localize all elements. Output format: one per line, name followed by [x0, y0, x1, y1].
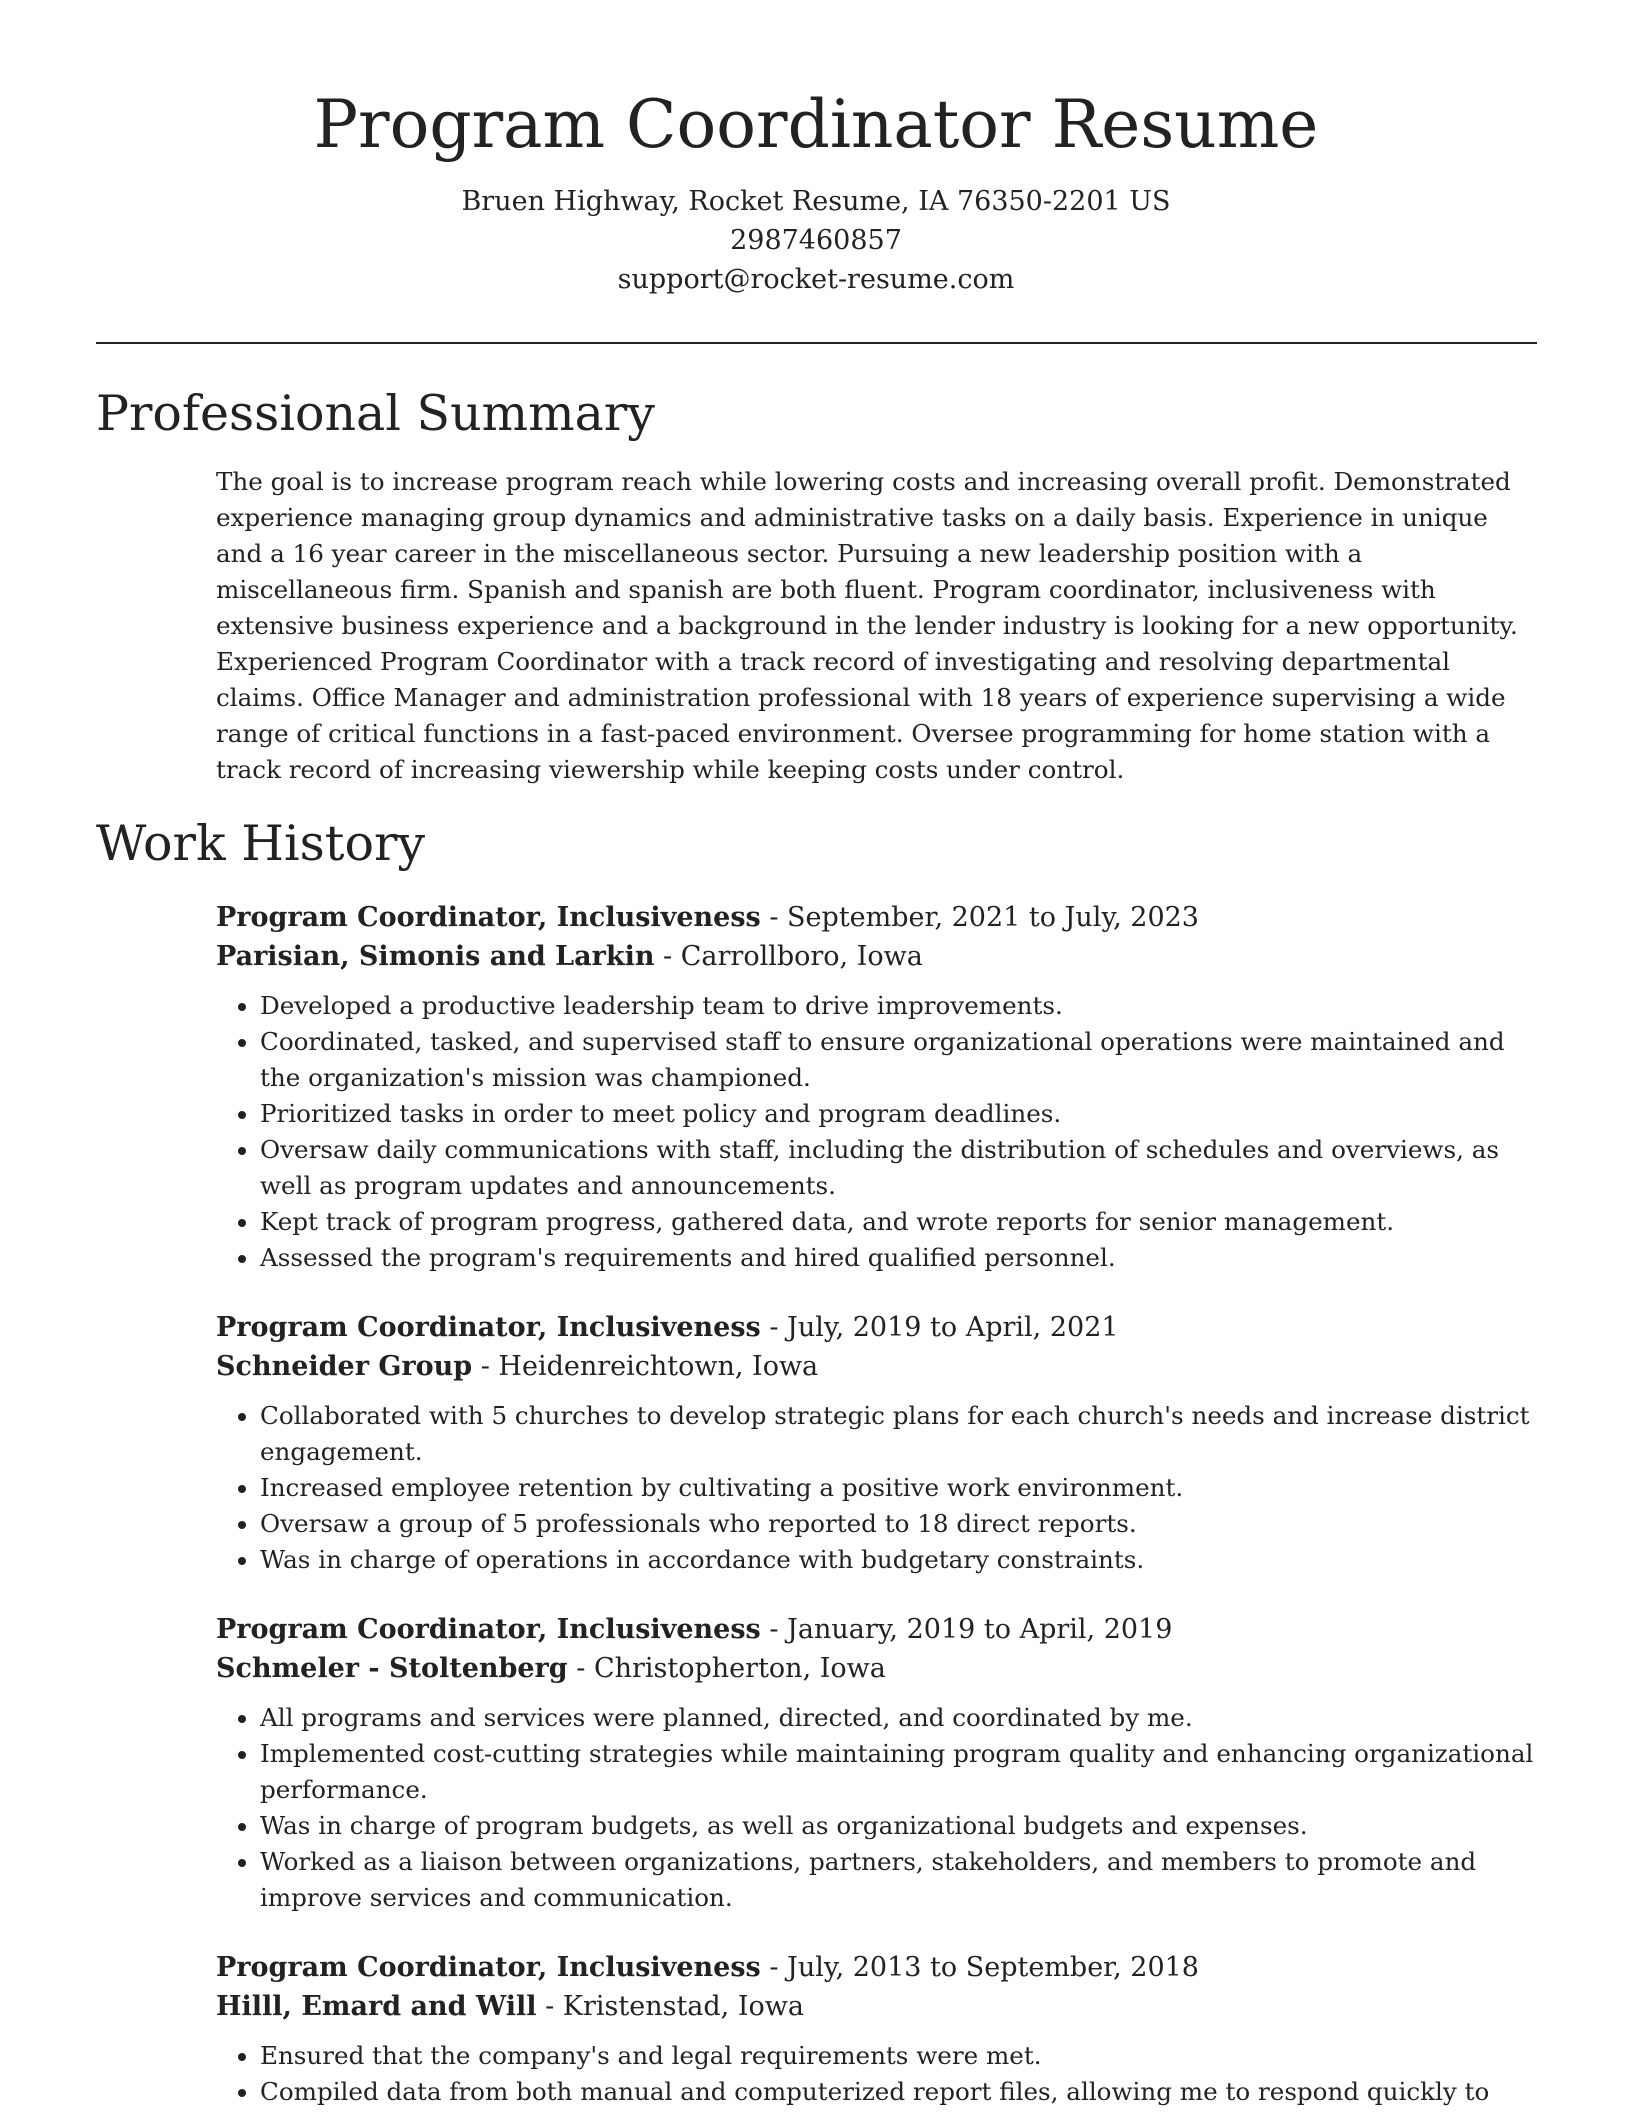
duty-item: • Coordinated, tasked, and supervised staff to ensure organizational operations were maintained and the organization's mission was championed.: [260, 1024, 1537, 1096]
duty-item: • Compiled data from both manual and computerized report files, allowing me to respond quickly to: [260, 2074, 1537, 2110]
job-title-line: [216, 1308, 1537, 1347]
job-entry: [216, 898, 1537, 1276]
job-company-line: [216, 1649, 1537, 1688]
resume-header: [0, 80, 1632, 299]
duty-item: • Implemented cost-cutting strategies while maintaining program quality and enhancing organizational performance.: [260, 1736, 1537, 1808]
job-location: - Heidenreichtown, Iowa: [472, 1351, 819, 1382]
duty-item: • Prioritized tasks in order to meet policy and program deadlines.: [260, 1096, 1537, 1132]
duty-item: • Kept track of program progress, gathered data, and wrote reports for senior management.: [260, 1204, 1537, 1240]
email: support@rocket-resume.com: [617, 264, 1015, 295]
job-dates: - July, 2019 to April, 2021: [760, 1312, 1119, 1343]
duty-item: • Collaborated with 5 churches to develop strategic plans for each church's needs and increase district engagement.: [260, 1398, 1537, 1470]
duties-list: [216, 2038, 1537, 2110]
duty-item: • Assessed the program's requirements and hired qualified personnel.: [260, 1240, 1537, 1276]
duties-list: [216, 1700, 1537, 1916]
duty-item: • Oversaw a group of 5 professionals who reported to 18 direct reports.: [260, 1506, 1537, 1542]
job-dates: - January, 2019 to April, 2019: [760, 1614, 1173, 1645]
duty-item: • Was in charge of operations in accordance with budgetary constraints.: [260, 1542, 1537, 1578]
duty-item: • All programs and services were planned, directed, and coordinated by me.: [260, 1700, 1537, 1736]
job-title: Program Coordinator, Inclusiveness: [216, 1614, 761, 1645]
duties-list: [216, 988, 1537, 1276]
job-title: Program Coordinator, Inclusiveness: [216, 1312, 761, 1343]
job-title-line: [216, 1610, 1537, 1649]
job-dates: - September, 2021 to July, 2023: [760, 902, 1199, 933]
company-name: Hilll, Emard and Will: [216, 1991, 537, 2022]
job-location: - Christopherton, Iowa: [567, 1653, 886, 1684]
job-company-line: [216, 937, 1537, 976]
job-title: Program Coordinator, Inclusiveness: [216, 1952, 761, 1983]
duty-item: • Oversaw daily communications with staff, including the distribution of schedules and overviews, as well as program updates and announcements.: [260, 1132, 1537, 1204]
duty-item: • Ensured that the company's and legal requirements were met.: [260, 2038, 1537, 2074]
address: Bruen Highway, Rocket Resume, IA 76350-2201 US: [461, 186, 1171, 217]
job-entry: [216, 1948, 1537, 2110]
job-location: - Carrollboro, Iowa: [654, 941, 923, 972]
job-dates: - July, 2013 to September, 2018: [760, 1952, 1199, 1983]
work-history-section: [96, 810, 1537, 2110]
job-location: - Kristenstad, Iowa: [536, 1991, 804, 2022]
summary-text: The goal is to increase program reach while lowering costs and increasing overall profit. Demonstrated experience managing group dynamics and administrative tasks on a daily basis. Experience in unique and a 16 year career in the miscellaneous sector. Pursuing a new leadership position with a miscellaneous firm. Spanish and spanish are both fluent. Program coordinator, inclusiveness with extensive business experience and a background in the lender industry is looking for a new opportunity. Experienced Program Coordinator with a track record of investigating and resolving departmental claims. Office Manager and administration professional with 18 years of experience supervising a wide range of critical functions in a fast-paced environment. Oversee programming for home station with a track record of increasing viewership while keeping costs under control.: [216, 467, 1518, 784]
job-company-line: [216, 1987, 1537, 2026]
company-name: Schneider Group: [216, 1351, 473, 1382]
duty-item: • Worked as a liaison between organizations, partners, stakeholders, and members to promote and improve services and communication.: [260, 1844, 1537, 1916]
duty-item: • Increased employee retention by cultivating a positive work environment.: [260, 1470, 1537, 1506]
header-divider: [96, 342, 1537, 344]
job-entry: [216, 1308, 1537, 1578]
job-title-line: [216, 898, 1537, 937]
phone: 2987460857: [730, 225, 902, 256]
contact-block: [0, 182, 1632, 299]
duty-item: • Developed a productive leadership team to drive improvements.: [260, 988, 1537, 1024]
duty-item: • Was in charge of program budgets, as well as organizational budgets and expenses.: [260, 1808, 1537, 1844]
job-title-line: [216, 1948, 1537, 1987]
work-history-heading: Work History: [96, 815, 426, 872]
job-company-line: [216, 1347, 1537, 1386]
duties-list: [216, 1398, 1537, 1578]
company-name: Parisian, Simonis and Larkin: [216, 941, 655, 972]
resume-title: Program Coordinator Resume: [313, 86, 1319, 163]
job-entry: [216, 1610, 1537, 1916]
summary-section: [96, 380, 1537, 784]
company-name: Schmeler - Stoltenberg: [216, 1653, 568, 1684]
job-title: Program Coordinator, Inclusiveness: [216, 902, 761, 933]
summary-heading: Professional Summary: [96, 385, 655, 442]
